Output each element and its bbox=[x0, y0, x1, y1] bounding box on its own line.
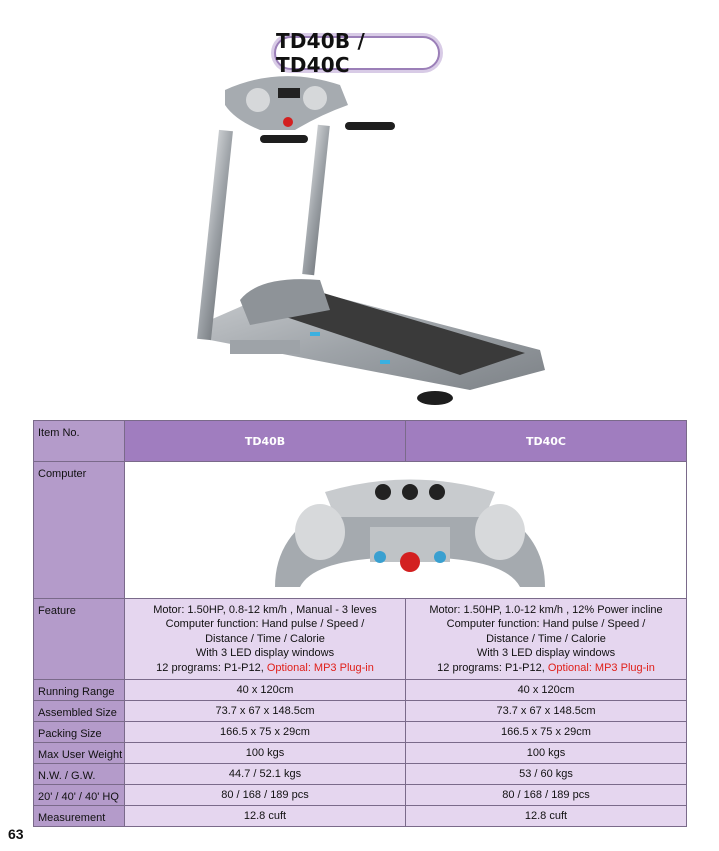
console-photo bbox=[125, 462, 691, 595]
table-row bbox=[34, 743, 687, 764]
table-row bbox=[34, 680, 687, 701]
feature-row bbox=[34, 599, 687, 680]
cell-td40b: 44.7 / 52.1 kgs bbox=[125, 764, 406, 785]
computer-row bbox=[34, 462, 687, 599]
row-label: Packing Size bbox=[34, 722, 125, 743]
feature-line: Computer function: Hand pulse / Speed / bbox=[165, 618, 365, 631]
cell-td40b: 12.8 cuft bbox=[125, 806, 406, 827]
feature-line: Motor: 1.50HP, 1.0-12 km/h , 12% Power incline bbox=[429, 603, 663, 616]
cell-td40c: 100 kgs bbox=[406, 743, 687, 764]
cell-td40c: 53 / 60 kgs bbox=[406, 764, 687, 785]
table-row bbox=[34, 785, 687, 806]
cell-td40b: 73.7 x 67 x 148.5cm bbox=[125, 701, 406, 722]
programs-text: 12 programs: P1-P12, bbox=[437, 661, 545, 674]
row-label: Computer bbox=[34, 462, 125, 599]
table-row bbox=[34, 701, 687, 722]
feature-td40b bbox=[125, 599, 406, 680]
cell-td40c: 12.8 cuft bbox=[406, 806, 687, 827]
treadmill-photo bbox=[170, 70, 560, 410]
model-header-td40b: TD40B bbox=[125, 421, 406, 462]
row-label: Feature bbox=[34, 599, 125, 680]
programs-text: 12 programs: P1-P12, bbox=[156, 661, 264, 674]
console-photo-cell bbox=[125, 462, 687, 599]
cell-td40b: 166.5 x 75 x 29cm bbox=[125, 722, 406, 743]
row-label: Assembled Size bbox=[34, 701, 125, 722]
feature-line: With 3 LED display windows bbox=[476, 647, 616, 660]
table-header-row bbox=[34, 421, 687, 462]
feature-line: Computer function: Hand pulse / Speed / bbox=[446, 618, 646, 631]
model-header-td40c: TD40C bbox=[406, 421, 687, 462]
page-number: 63 bbox=[8, 826, 24, 842]
spec-table bbox=[33, 420, 687, 827]
cell-td40c: 80 / 168 / 189 pcs bbox=[406, 785, 687, 806]
row-label: 20' / 40' / 40' HQ bbox=[34, 785, 125, 806]
feature-line bbox=[406, 661, 686, 676]
feature-line: With 3 LED display windows bbox=[195, 647, 335, 660]
cell-td40b: 80 / 168 / 189 pcs bbox=[125, 785, 406, 806]
page-title: TD40B / TD40C bbox=[274, 36, 440, 70]
feature-td40c bbox=[406, 599, 687, 680]
table-row bbox=[34, 806, 687, 827]
feature-line: Distance / Time / Calorie bbox=[205, 632, 325, 645]
cell-td40c: 40 x 120cm bbox=[406, 680, 687, 701]
row-label: Measurement bbox=[34, 806, 125, 827]
row-label: Max User Weight bbox=[34, 743, 125, 764]
table-row bbox=[34, 764, 687, 785]
feature-line: Distance / Time / Calorie bbox=[486, 632, 606, 645]
cell-td40c: 166.5 x 75 x 29cm bbox=[406, 722, 687, 743]
row-label: N.W. / G.W. bbox=[34, 764, 125, 785]
row-label: Running Range bbox=[34, 680, 125, 701]
cell-td40c: 73.7 x 67 x 148.5cm bbox=[406, 701, 687, 722]
row-label: Item No. bbox=[34, 421, 125, 462]
cell-td40b: 40 x 120cm bbox=[125, 680, 406, 701]
table-row bbox=[34, 722, 687, 743]
feature-line: Motor: 1.50HP, 0.8-12 km/h , Manual - 3 leves bbox=[153, 603, 377, 616]
feature-line bbox=[125, 661, 405, 676]
optional-text: Optional: MP3 Plug-in bbox=[266, 661, 374, 674]
cell-td40b: 100 kgs bbox=[125, 743, 406, 764]
optional-text: Optional: MP3 Plug-in bbox=[547, 661, 655, 674]
